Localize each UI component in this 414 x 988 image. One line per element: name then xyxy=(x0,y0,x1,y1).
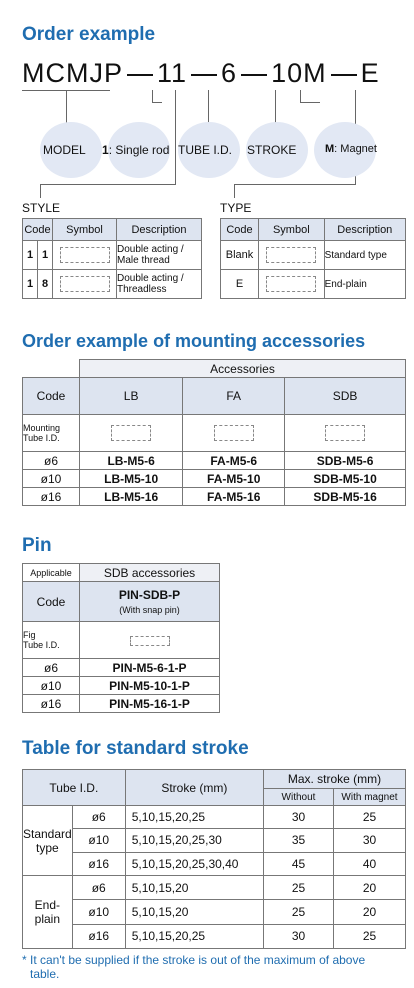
tube-label: TUBE I.D. xyxy=(178,143,233,157)
standard-type-symbol-icon xyxy=(266,247,316,263)
magnet-letter: M xyxy=(325,143,335,155)
id-col xyxy=(73,806,125,875)
order-code xyxy=(22,58,380,89)
style-code: 1 xyxy=(23,270,38,299)
max-with: 25 xyxy=(334,924,406,948)
fig-cell xyxy=(285,415,406,452)
pin-part-note: (With snap pin) xyxy=(119,604,180,615)
pin-part-header xyxy=(80,582,220,622)
tube-id: ø6 xyxy=(73,806,125,829)
tube-id: ø6 xyxy=(73,876,125,900)
leader-line xyxy=(275,90,276,124)
tube-id: ø10 xyxy=(23,470,80,488)
part-no: FA-M5-6 xyxy=(183,452,285,470)
tube-id: ø16 xyxy=(88,856,110,871)
part-no: PIN-M5-10-1-P xyxy=(80,677,220,695)
group-cell xyxy=(23,876,126,949)
strokes: 5,10,15,20 xyxy=(125,876,263,900)
without-header: Without xyxy=(264,789,334,806)
leader-line xyxy=(234,184,235,198)
leader-line xyxy=(152,90,153,102)
leader-line xyxy=(66,90,67,124)
stroke-note xyxy=(22,953,365,981)
desc-line: Double acting / xyxy=(117,244,184,255)
type-desc: Standard type xyxy=(324,241,405,270)
pin-code-header: Code xyxy=(23,582,80,622)
style-code: 1 xyxy=(23,241,38,270)
rod-text: : Single rod xyxy=(108,143,170,157)
dash xyxy=(241,74,267,76)
stroke-table-title: Table for standard stroke xyxy=(22,738,249,759)
empty-cell xyxy=(23,360,80,378)
symbol-cell xyxy=(53,241,117,270)
fig-label: Fig xyxy=(23,630,36,640)
part-no: FA-M5-10 xyxy=(183,470,285,488)
note-line: table. xyxy=(30,967,60,981)
type-header-code: Code xyxy=(221,219,259,241)
pin-table xyxy=(22,563,220,713)
end-plain-symbol-icon xyxy=(266,276,316,292)
group-cell xyxy=(23,806,126,876)
leader-line xyxy=(152,102,162,103)
max-without: 25 xyxy=(264,900,334,924)
part-no: PIN-M5-16-1-P xyxy=(80,695,220,713)
leader-line xyxy=(40,184,41,198)
col-sdb: SDB xyxy=(285,378,406,415)
part-no: LB-M5-16 xyxy=(80,488,183,506)
pin-title: Pin xyxy=(22,535,52,556)
type-table xyxy=(220,218,406,299)
desc-line: Threadless xyxy=(117,284,167,295)
tube-id: ø10 xyxy=(73,829,125,852)
style-header-code: Code xyxy=(23,219,53,241)
stroke-label: STROKE xyxy=(247,143,297,157)
symbol-cell xyxy=(259,241,325,270)
mount-label: Mounting xyxy=(23,423,61,433)
rod-label xyxy=(102,143,169,157)
mount-diag-cell xyxy=(23,415,80,452)
sdb-clevis-icon xyxy=(325,425,365,441)
pin-diag-cell xyxy=(23,622,80,659)
fig-cell xyxy=(80,415,183,452)
max-with: 30 xyxy=(334,829,406,852)
max-without: 45 xyxy=(264,852,334,875)
fig-cell xyxy=(183,415,285,452)
max-without: 30 xyxy=(264,806,334,829)
strokes: 5,10,15,20,25 xyxy=(125,924,263,948)
model-label: MODEL xyxy=(43,143,86,157)
accessories-header: Accessories xyxy=(80,360,406,378)
mounting-table xyxy=(22,359,406,506)
code-part-stroke: 10M xyxy=(271,58,327,88)
tube-id: ø6 xyxy=(23,659,80,677)
max-with: 25 xyxy=(334,806,406,829)
group-name-line: Standard xyxy=(23,826,72,841)
max-without: 25 xyxy=(264,876,334,900)
style-desc xyxy=(117,270,202,299)
tube-id: ø16 xyxy=(23,695,80,713)
group-name-line: type xyxy=(36,840,59,855)
code-part-model: MCMJP xyxy=(22,58,123,88)
type-title: TYPE xyxy=(220,201,252,215)
desc-line: Male thread xyxy=(117,255,170,266)
max-without: 30 xyxy=(264,924,334,948)
part-no: LB-M5-10 xyxy=(80,470,183,488)
tube-id: ø10 xyxy=(73,900,125,924)
type-header-desc: Description xyxy=(324,219,405,241)
tube-label: Tube I.D. xyxy=(23,433,60,443)
part-no: PIN-M5-6-1-P xyxy=(80,659,220,677)
leader-line xyxy=(234,184,356,185)
type-desc: End-plain xyxy=(324,270,405,299)
applicable-label: Applicable xyxy=(23,564,80,582)
part-no: SDB-M5-16 xyxy=(285,488,406,506)
style-code: 1 xyxy=(38,241,53,270)
id-col xyxy=(73,876,125,948)
col-fa: FA xyxy=(183,378,285,415)
code-part-magnet: E xyxy=(360,58,380,88)
col-lb: LB xyxy=(80,378,183,415)
style-code: 8 xyxy=(38,270,53,299)
leader-line xyxy=(208,90,209,124)
with-magnet-header: With magnet xyxy=(334,789,406,806)
tube-header: Tube I.D. xyxy=(23,770,126,806)
type-code: Blank xyxy=(221,241,259,270)
pin-icon xyxy=(130,636,170,646)
part-no: FA-M5-16 xyxy=(183,488,285,506)
mount-code-header: Code xyxy=(23,378,80,415)
dash xyxy=(127,74,153,76)
max-with: 40 xyxy=(334,852,406,875)
double-acting-male-symbol-icon xyxy=(60,247,110,263)
tube-id: ø16 xyxy=(88,929,110,944)
leader-line xyxy=(300,90,301,102)
tube-id: ø6 xyxy=(23,452,80,470)
style-table xyxy=(22,218,202,299)
group-name: End-plain xyxy=(23,876,73,948)
tube-id: ø10 xyxy=(23,677,80,695)
tube-label: Tube I.D. xyxy=(23,640,60,650)
type-header-symbol: Symbol xyxy=(259,219,325,241)
style-header-symbol: Symbol xyxy=(53,219,117,241)
code-part-rod: 11 xyxy=(157,58,188,88)
tube-id: ø16 xyxy=(23,488,80,506)
group-name xyxy=(23,806,73,875)
max-header: Max. stroke (mm) xyxy=(264,770,406,789)
magnet-label xyxy=(325,143,377,155)
symbol-cell xyxy=(53,270,117,299)
leader-line xyxy=(40,184,176,185)
lb-bracket-icon xyxy=(111,425,151,441)
type-code: E xyxy=(221,270,259,299)
order-example-title: Order example xyxy=(22,24,156,45)
dash xyxy=(191,74,217,76)
magnet-text: : Magnet xyxy=(334,143,377,155)
part-no: LB-M5-6 xyxy=(80,452,183,470)
part-no: SDB-M5-10 xyxy=(285,470,406,488)
style-desc xyxy=(117,241,202,270)
sdb-accessories: SDB accessories xyxy=(80,564,220,582)
stroke-header: Stroke (mm) xyxy=(125,770,263,806)
strokes: 5,10,15,20,25,30,40 xyxy=(125,852,263,875)
strokes: 5,10,15,20 xyxy=(125,900,263,924)
fa-flange-icon xyxy=(214,425,254,441)
strokes: 5,10,15,20,25,30 xyxy=(125,829,263,852)
note-line: * It can't be supplied if the stroke is out of the maximum of above xyxy=(22,953,366,967)
max-with: 20 xyxy=(334,900,406,924)
double-acting-threadless-symbol-icon xyxy=(60,276,110,292)
leader-line xyxy=(300,102,320,103)
max-without: 35 xyxy=(264,829,334,852)
fig-cell xyxy=(80,622,220,659)
stroke-table xyxy=(22,769,406,949)
code-part-tube: 6 xyxy=(221,58,238,88)
rod-num: 1 xyxy=(102,143,109,157)
max-with: 20 xyxy=(334,876,406,900)
dash xyxy=(331,74,357,76)
desc-line: Double acting / xyxy=(117,273,184,284)
part-no: SDB-M5-6 xyxy=(285,452,406,470)
pin-part: PIN-SDB-P xyxy=(118,587,181,602)
style-title: STYLE xyxy=(22,201,61,215)
symbol-cell xyxy=(259,270,325,299)
leader-line xyxy=(175,90,176,184)
mounting-title: Order example of mounting accessories xyxy=(22,331,366,351)
strokes: 5,10,15,20,25 xyxy=(125,806,263,829)
style-header-desc: Description xyxy=(117,219,202,241)
